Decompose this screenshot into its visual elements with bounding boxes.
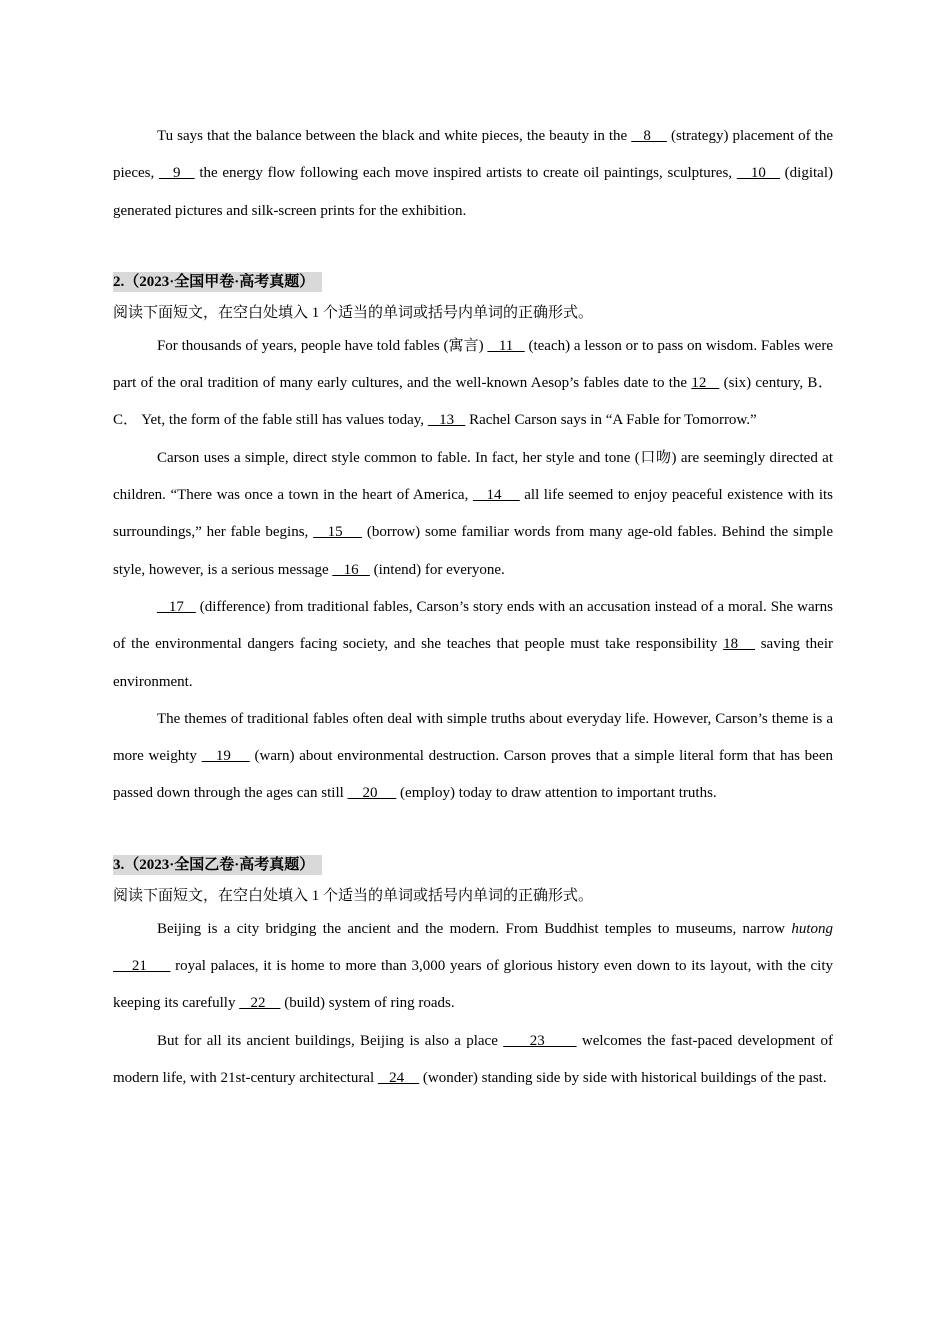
document-page xyxy=(113,118,833,1097)
text: But for all its ancient buildings, Beijing is also a place xyxy=(156,1032,504,1049)
section-3-instruction: 阅读下面短文，在空白处填入 1 个适当的单词或括号内单词的正确形式。 xyxy=(113,887,594,904)
section-gap xyxy=(113,813,833,855)
blank-20[interactable]: 20 xyxy=(347,785,397,802)
section-2-paragraph-1 xyxy=(113,328,833,440)
text: (wonder) standing side by side with historical buildings of the past. xyxy=(419,1069,827,1086)
section-gap xyxy=(113,230,833,272)
text: (six) century, B．C． Yet, the form of the fable still has values today, xyxy=(113,375,833,429)
text: Carson uses a simple, direct style common to fable. In fact, her style and tone (口吻) are seemingly directed at children. “There was once a town in the heart of America, xyxy=(113,449,833,504)
section-3-paragraph-1 xyxy=(113,911,833,1023)
text: For thousands of years, people have told fables (寓言) xyxy=(156,337,488,354)
text: Rachel Carson says in “A Fable for Tomorrow.” xyxy=(465,412,757,429)
text: (warn) about environmental destruction. Carson proves that a simple literal form that has been passed down through the ages can still xyxy=(113,748,833,802)
blank-19[interactable]: 19 xyxy=(201,748,250,765)
blank-11[interactable]: 11 xyxy=(487,337,525,354)
section-2-instruction: 阅读下面短文，在空白处填入 1 个适当的单词或括号内单词的正确形式。 xyxy=(113,304,594,321)
blank-21[interactable]: 21 xyxy=(113,958,171,975)
text: Beijing is a city bridging the ancient and the modern. From Buddhist temples to museums, narrow xyxy=(156,920,792,937)
italic-word: hutong xyxy=(791,920,833,937)
text: (borrow) some familiar words from many age-old fables. Behind the simple style, however, is a serious message xyxy=(113,524,833,578)
blank-18[interactable]: 18 xyxy=(723,636,756,653)
text: (build) system of ring roads. xyxy=(280,995,455,1012)
passage-1-paragraph xyxy=(113,118,833,230)
section-3-heading: 3.（2023·全国乙卷·高考真题） xyxy=(113,855,322,875)
text: (difference) from traditional fables, Carson’s story ends with an accusation instead of a moral. She warns of the environmental dangers facing society, and she teaches that people must take responsibility xyxy=(113,598,833,653)
section-2 xyxy=(113,272,833,813)
text: royal palaces, it is home to more than 3,000 years of glorious history even down to its layout, with the city keeping its carefully xyxy=(113,958,834,1012)
text: Tu says that the balance between the black and white pieces, the beauty in the xyxy=(156,128,632,144)
section-3-paragraph-2 xyxy=(113,1023,833,1098)
text: welcomes the fast-paced development of modern life, with 21st-century architectural xyxy=(113,1032,834,1086)
blank-13[interactable]: 13 xyxy=(427,412,466,429)
text: all life seemed to enjoy peaceful existence with its surroundings,” her fable begins, xyxy=(113,487,834,541)
text: the energy flow following each move inspired artists to create oil paintings, sculptures, xyxy=(194,165,737,182)
text: (digital) generated pictures and silk-screen prints for the exhibition. xyxy=(113,165,833,219)
text: (intend) for everyone. xyxy=(369,561,505,578)
text: saving their environment. xyxy=(113,636,834,690)
section-2-paragraph-2 xyxy=(113,440,833,589)
blank-16[interactable]: 16 xyxy=(332,561,370,578)
blank-12[interactable]: 12 xyxy=(691,375,720,392)
blank-22[interactable]: 22 xyxy=(239,995,281,1012)
section-3 xyxy=(113,855,833,1097)
blank-24[interactable]: 24 xyxy=(377,1069,420,1086)
blank-8[interactable]: 8 xyxy=(631,128,667,144)
text: The themes of traditional fables often deal with simple truths about everyday life. However, Carson’s theme is a more weighty xyxy=(113,710,833,765)
section-2-paragraph-3 xyxy=(113,589,833,701)
text: (employ) today to draw attention to important truths. xyxy=(396,785,717,802)
section-2-paragraph-4 xyxy=(113,701,833,813)
blank-10[interactable]: 10 xyxy=(736,165,780,182)
blank-15[interactable]: 15 xyxy=(313,524,362,541)
text: (teach) a lesson or to pass on wisdom. Fables were part of the oral tradition of many early cultures, and the well-known Aesop’s fables date to the xyxy=(113,337,833,392)
text: (strategy) placement of the pieces, xyxy=(113,128,833,182)
blank-17[interactable]: 17 xyxy=(156,598,196,615)
blank-14[interactable]: 14 xyxy=(472,487,520,504)
blank-23[interactable]: 23 xyxy=(503,1032,577,1049)
blank-9[interactable]: 9 xyxy=(158,165,195,182)
section-2-heading: 2.（2023·全国甲卷·高考真题） xyxy=(113,272,322,292)
